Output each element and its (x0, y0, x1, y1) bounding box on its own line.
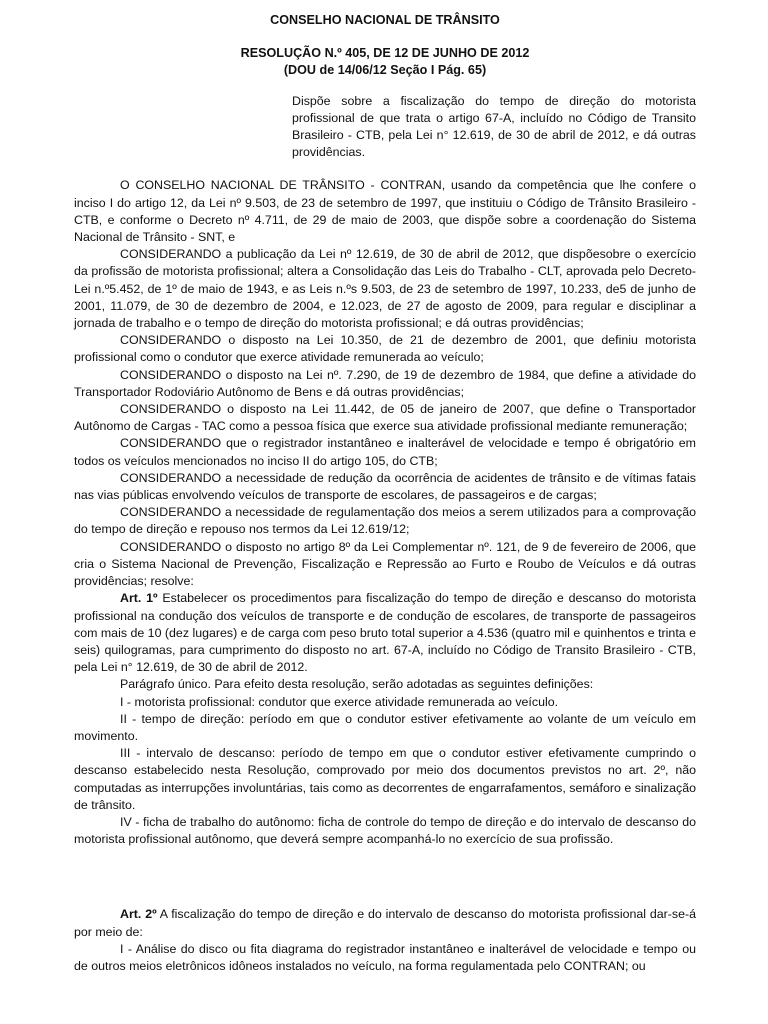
article-1-text: Estabelecer os procedimentos para fiscalização do tempo de direção e descanso do motorista profissional na condução dos veículos de transporte e de condução de escolares, de transporte de passageiros com mais de 10 (dez lugares) e de carga com peso bruto total superior a 4.536 (quatro mil e quinhentos e trinta e seis) quilogramas, para cumprimento do disposto no art. 67-A, incluído no Código de Transito Brasileiro - CTB, pela Lei n° 12.619, de 30 de abril de 2012. (74, 591, 696, 675)
considerando-paragraph: CONSIDERANDO que o registrador instantâneo e inalterável de velocidade e tempo é obrigatório em todos os veículos mencionados no inciso II do artigo 105, do CTB; (74, 436, 696, 468)
considerando-paragraph: CONSIDERANDO a necessidade de regulamentação dos meios a serem utilizados para a comprovação do tempo de direção e repouso nos termos da Lei 12.619/12; (74, 505, 696, 537)
considerando-paragraph: CONSIDERANDO o disposto na Lei nº. 7.290, de 19 de dezembro de 1984, que define a atividade do Transportador Rodoviário Autônomo de Bens e dá outras providências; (74, 367, 696, 399)
article-1-label: Art. 1º (120, 591, 158, 606)
section-gap (74, 848, 696, 906)
definition-item: III - intervalo de descanso: período de tempo em que o condutor estiver efetivamente cumprindo o descanso estabelecido nesta Resolução, comprovado por meio dos documentos previstos no art. 2º, não computadas as interrupções involuntárias, tais como as decorrentes de engarrafamentos, semáforo e sinalização de trânsito. (74, 746, 696, 812)
council-title: CONSELHO NACIONAL DE TRÂNSITO (270, 13, 500, 27)
definition-item: IV - ficha de trabalho do autônomo: ficha de controle do tempo de direção e do intervalo de descanso do motorista profissional autônomo, que deverá sempre acompanhá-lo no exercício de sua profissão. (74, 814, 696, 847)
resolution-title: RESOLUÇÃO N.º 405, DE 12 DE JUNHO DE 2012 (240, 46, 530, 61)
dou-reference: (DOU de 14/06/12 Seção I Pág. 65) (283, 63, 487, 78)
definition-item: I - motorista profissional: condutor que exerce atividade remunerada ao veículo. (120, 694, 559, 709)
article-2-text: A fiscalização do tempo de direção e do intervalo de descanso do motorista profissional dar-se-á por meio de: (74, 907, 696, 939)
article-1 (74, 590, 696, 676)
means-item: I - Análise do disco ou fita diagrama do registrador instantâneo e inalterável de velocidade e tempo ou de outros meios eletrônicos idôneos instalados no veículo, na forma regulamentada pelo CONTRAN; ou (74, 941, 696, 973)
definition-item: II - tempo de direção: período em que o condutor estiver efetivamente ao volante de um veículo em movimento. (74, 711, 696, 743)
sole-paragraph: Parágrafo único. Para efeito desta resolução, serão adotadas as seguintes definições: (120, 677, 594, 692)
considerando-paragraph: CONSIDERANDO o disposto na Lei 10.350, de 21 de dezembro de 2001, que definiu motorista profissional como o condutor que exerce atividade remunerada ao veículo; (74, 333, 696, 365)
considerando-paragraph: CONSIDERANDO a publicação da Lei nº 12.619, de 30 de abril de 2012, que dispõesobre o exercício da profissão de motorista profissional; altera a Consolidação das Leis do Trabalho - CLT, aprovada pelo Decreto-Lei n.º5.452, de 1º de maio de 1943, e as Leis n.ºs 9.503, de 23 de setembro de 1997, 10.233, de5 de junho de 2001, 11.079, de 30 de dezembro de 2004, e 12.023, de 27 de agosto de 2009, para regular e disciplinar a jornada de trabalho e o tempo de direção do motorista profissional; e dá outras providências; (74, 247, 696, 331)
considerando-paragraph: CONSIDERANDO o disposto na Lei 11.442, de 05 de janeiro de 2007, que define o Transportador Autônomo de Cargas - TAC como a pessoa física que exerce sua atividade profissional mediante remuneração; (74, 402, 696, 434)
article-2 (74, 906, 696, 940)
article-2-label: Art. 2º (120, 907, 157, 922)
preamble-paragraph: O CONSELHO NACIONAL DE TRÂNSITO - CONTRAN, usando da competência que lhe confere o inciso I do artigo 12, da Lei nº 9.503, de 23 de setembro de 1997, que instituiu o Código de Trânsito Brasileiro - CTB, e conforme o Decreto nº 4.711, de 29 de maio de 2003, que dispõe sobre a coordenação do Sistema Nacional de Trânsito - SNT, e (74, 178, 696, 245)
considerando-paragraph: CONSIDERANDO o disposto no artigo 8º da Lei Complementar nº. 121, de 9 de fevereiro de 2006, que cria o Sistema Nacional de Prevenção, Fiscalização e Repressão ao Furto e Roubo de Veículos e dá outras providências; resolve: (74, 539, 696, 589)
ementa: Dispõe sobre a fiscalização do tempo de direção do motorista profissional de que trata o artigo 67-A, incluído no Código de Transito Brasileiro - CTB, pela Lei n° 12.619, de 30 de abril de 2012, e dá outras providências. (292, 93, 696, 160)
considerando-paragraph: CONSIDERANDO a necessidade de redução da ocorrência de acidentes de trânsito e de vítimas fatais nas vias públicas envolvendo veículos de transporte de escolares, de passageiros e de cargas; (74, 470, 696, 503)
